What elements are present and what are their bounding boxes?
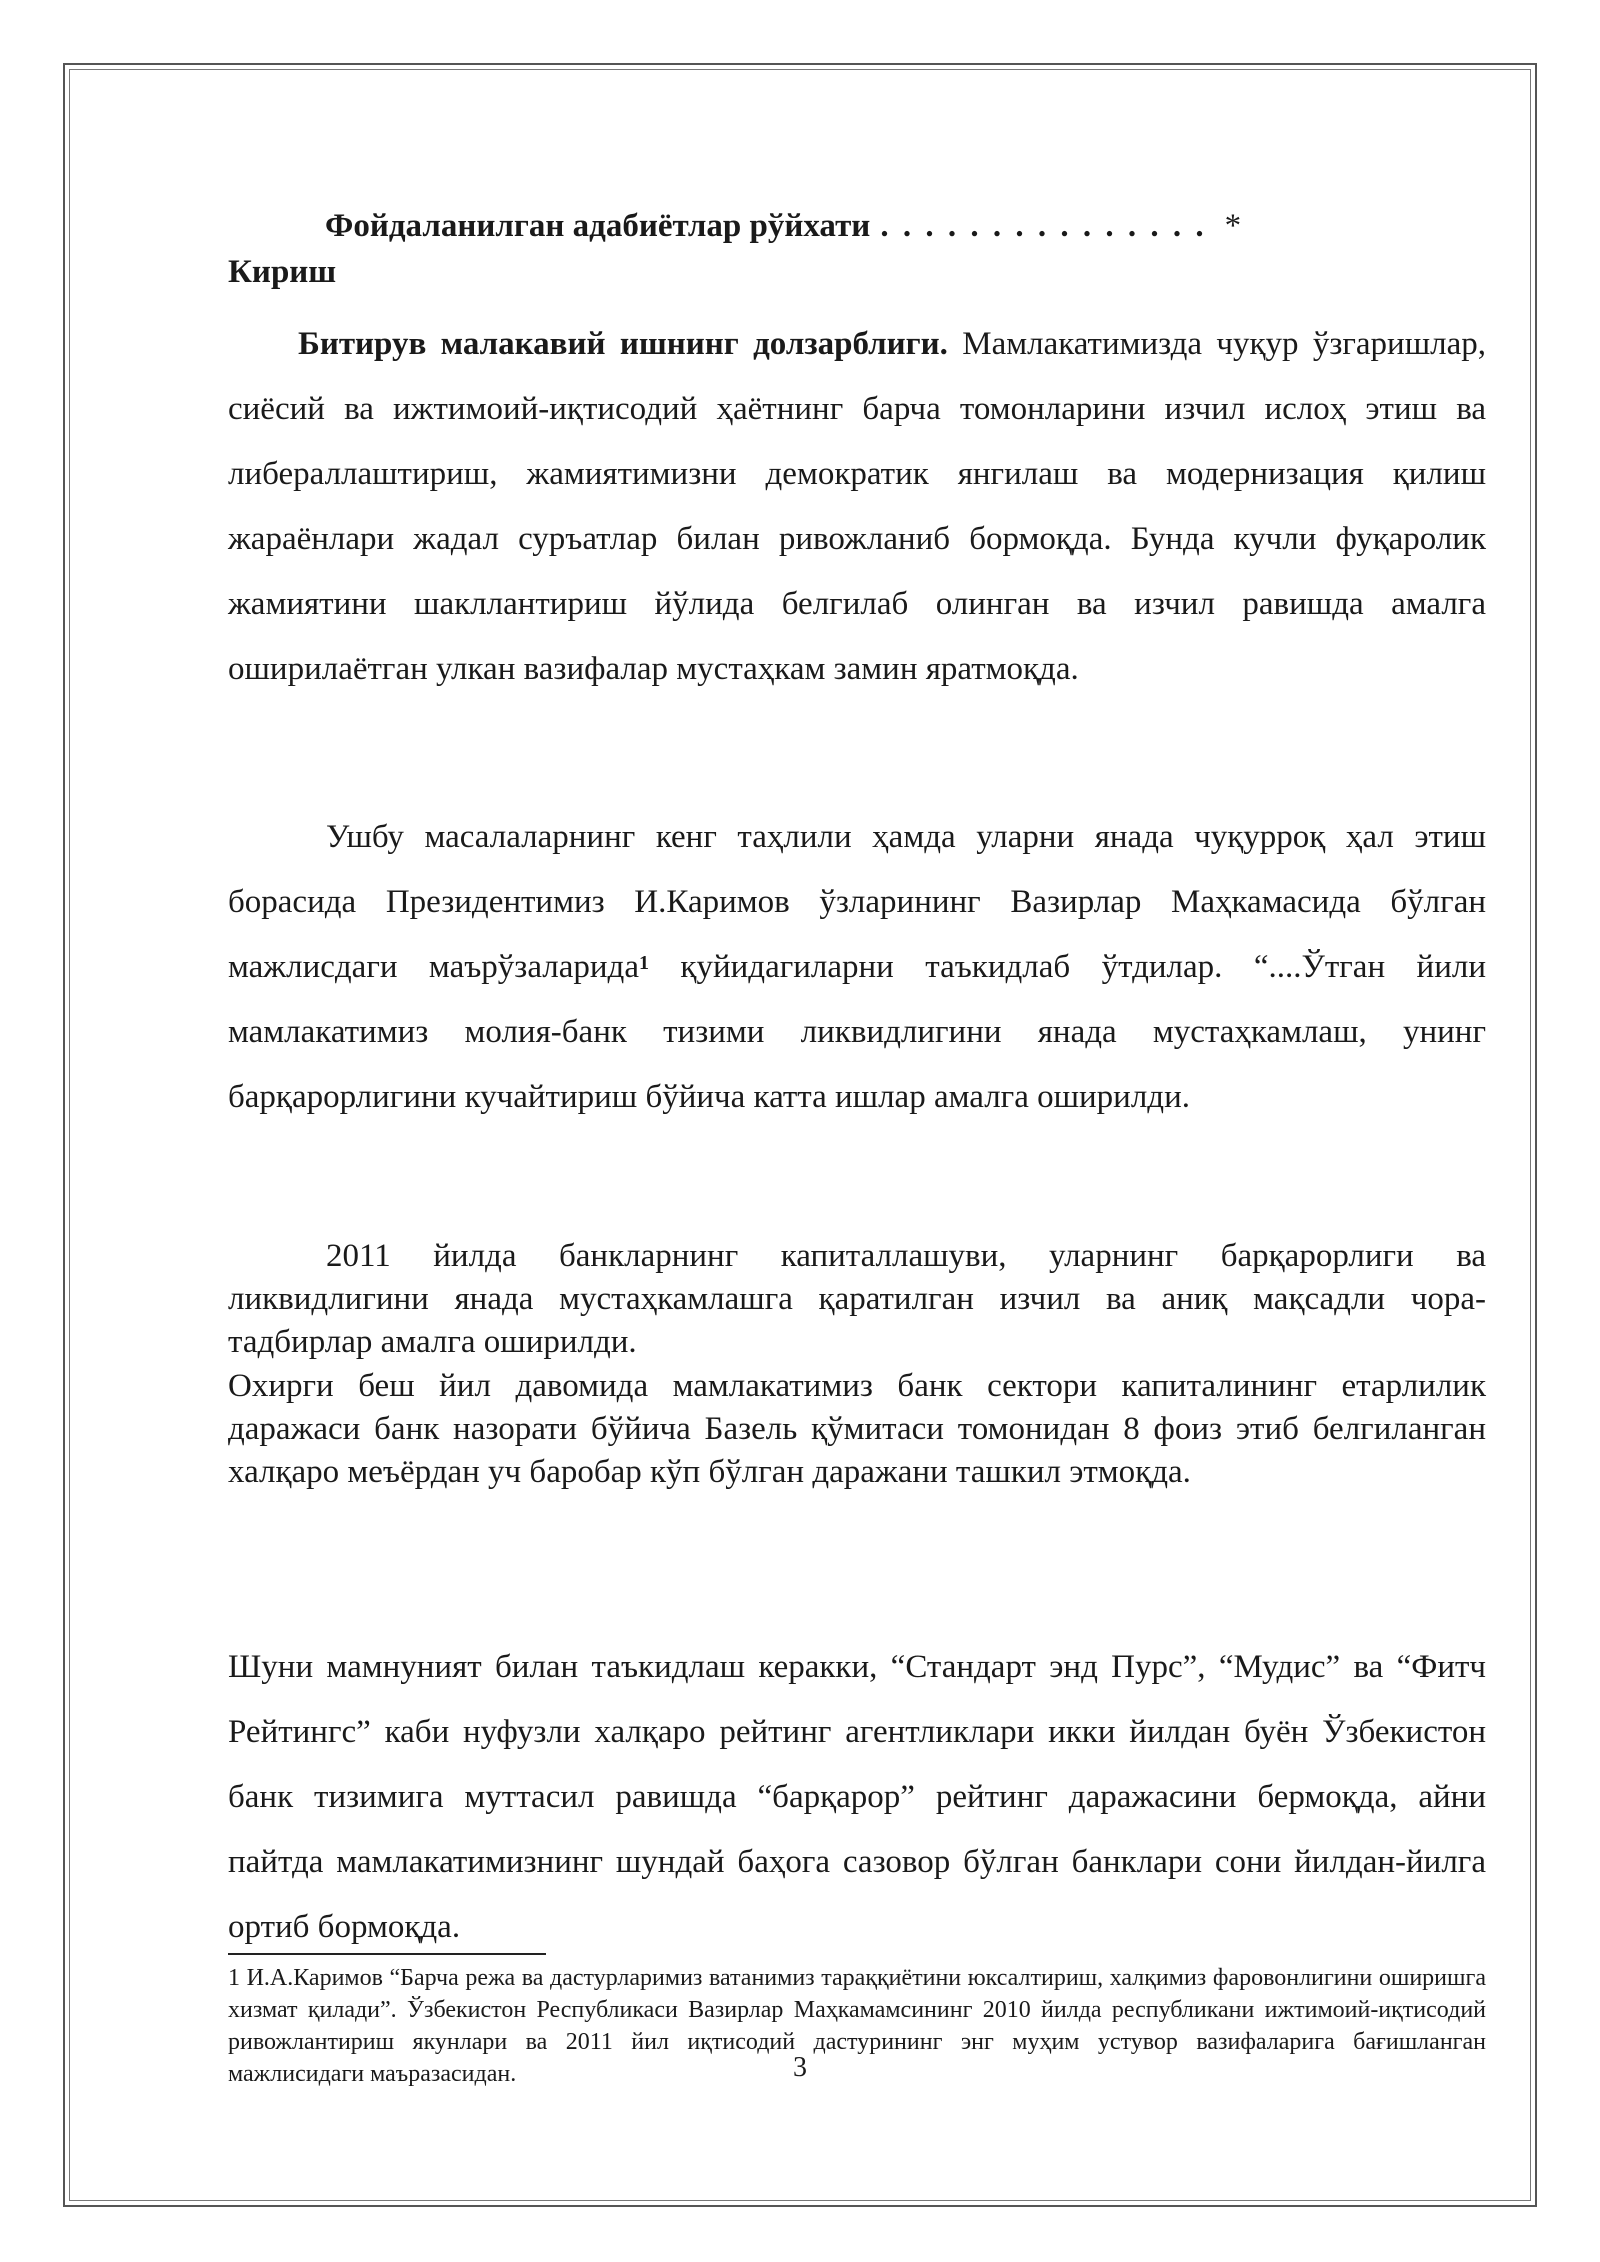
toc-entry: [325, 208, 1305, 245]
footnote-separator: [228, 1953, 546, 1955]
paragraph-relevance: [228, 312, 1486, 702]
page-number: 3: [793, 2052, 807, 2083]
paragraph-body-before: Ушбу масалаларнинг кенг таҳлили ҳамда уларни янада чуқурроқ ҳал этиш борасида Президентимиз И.Каримов ўзларининг Вазирлар Маҳкамасида бўлган мажлисдаги маърўзаларида: [228, 819, 1486, 985]
section-heading: Кириш: [228, 254, 337, 290]
paragraph-body: Мамлакатимизда чуқур ўзгаришлар, сиёсий ва ижтимоий-иқтисодий ҳаётнинг барча томонларини изчил ислоҳ этиш ва либераллаштириш, жамиятимизни демократик янгилаш ва модернизация қилиш жараёнлари жадал суръатлар билан ривожланиб бормоқда. Бунда кучли фуқаролик жамиятини шакллантириш йўлида белгилаб олинган ва изчил равишда амалга оширилаётган улкан вазифалар мустаҳкам замин яратмоқда.: [228, 326, 1486, 687]
footnote-text: И.А.Каримов “Барча режа ва дастурларимиз ватанимиз тараққиётини юксалтириш, халқимиз фаровонлигини оширишга хизмат қилади”. Ўзбекистон Республикаси Вазирлар Маҳкамамсининг 2010 йилда республикани ижтимоий-иқтисодий ривожлантириш якунлари ва 2011 йил иқтисодий дастурининг энг муҳим устувор вазифаларига бағишланган мажлисидаги маъразасидан.: [228, 1965, 1486, 2087]
paragraph-ratings: Шуни мамнуният билан таъкидлаш керакки, “Стандарт энд Пурс”, “Мудис” ва “Фитч Рейтингс” каби нуфузли халқаро рейтинг агентликлари икки йилдан буён Ўзбекистон банк тизимига муттасил равишда “барқарор” рейтинг даражасини бермоқда, айни пайтда мамлакатимизнинг шундай баҳога сазовор бўлган банклари сони йилдан-йилга ортиб бормоқда.: [228, 1649, 1486, 1945]
footnote-reference: 1: [639, 952, 649, 974]
paragraph-lead-bold: Битирув малакавий ишнинг долзарблиги.: [298, 326, 948, 362]
paragraph-capital-adequacy: Охирги беш йил давомида мамлакатимиз банк сектори капиталининг етарлилик даражаси банк назорати бўйича Базель қўмитаси томонидан 8 фоиз этиб белгиланган халқаро меъёрдан уч баробар кўп бўлган даражани ташкил этмоқда.: [228, 1368, 1486, 1490]
paragraph-body-after: қуйидагиларни таъкидлаб ўтдилар. “....Ўтган йили мамлакатимиз молия-банк тизими ликвидлигини янада мустаҳкамлаш, унинг барқарорлигини кучайтириш бўйича катта ишлар амалга оширилди.: [228, 949, 1486, 1115]
toc-entry-title: Фойдаланилган адабиётлар рўйхати: [325, 208, 871, 244]
toc-page-marker: *: [1224, 208, 1242, 244]
footnote-number: 1: [228, 1965, 240, 1991]
paragraph-capitalization: 2011 йилда банкларнинг капиталлашуви, уларнинг барқарорлиги ва ликвидлигини янада мустаҳкамлашга қаратилган изчил ва аниқ мақсадли чора-тадбирлар амалга оширилди.: [228, 1238, 1486, 1360]
toc-leader-dots: . . . . . . . . . . . . . . .: [880, 208, 1207, 244]
paragraph-analysis: [228, 805, 1486, 1130]
